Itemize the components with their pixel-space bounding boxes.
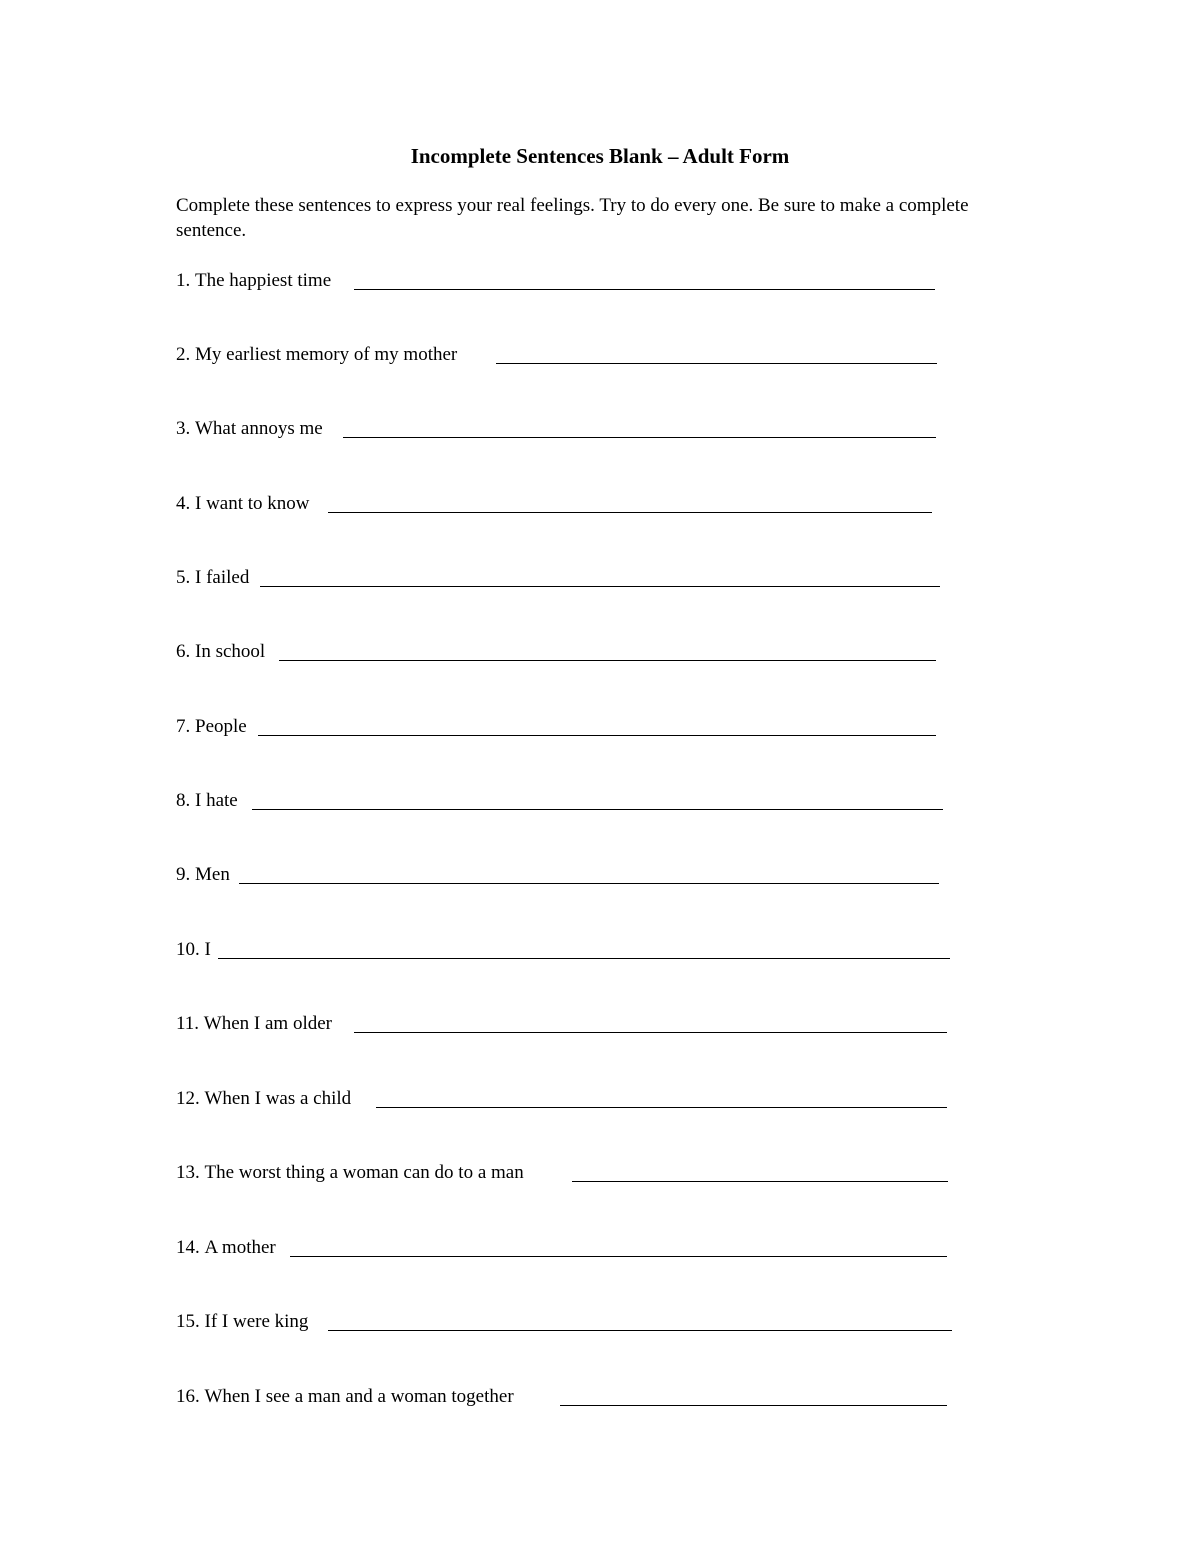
item-prompt: The worst thing a woman can do to a man	[204, 1162, 524, 1183]
answer-blank-7[interactable]	[258, 735, 936, 736]
answer-blank-5[interactable]	[260, 586, 940, 587]
answer-blank-10[interactable]	[218, 958, 950, 959]
sentence-item-8	[176, 788, 238, 814]
item-prompt: People	[195, 716, 247, 737]
sentence-item-4	[176, 491, 310, 517]
answer-blank-11[interactable]	[354, 1032, 947, 1033]
item-prompt: My earliest memory of my mother	[195, 344, 458, 365]
item-prompt: I hate	[195, 790, 238, 811]
sentence-item-9	[176, 862, 230, 888]
item-number: 8.	[176, 790, 191, 811]
sentence-item-5	[176, 565, 249, 591]
sentence-item-13	[176, 1160, 524, 1186]
item-prompt: I failed	[195, 567, 250, 588]
answer-blank-16[interactable]	[560, 1405, 947, 1406]
item-prompt: A mother	[204, 1237, 276, 1258]
item-number: 15.	[176, 1311, 200, 1332]
sentence-item-7	[176, 714, 247, 740]
item-number: 16.	[176, 1386, 200, 1407]
sentence-item-2	[176, 342, 457, 368]
item-prompt: When I am older	[203, 1013, 332, 1034]
answer-blank-14[interactable]	[290, 1256, 947, 1257]
answer-blank-6[interactable]	[279, 660, 936, 661]
item-number: 5.	[176, 567, 191, 588]
sentence-item-11	[176, 1011, 332, 1037]
item-number: 2.	[176, 344, 191, 365]
item-number: 9.	[176, 864, 191, 885]
answer-blank-3[interactable]	[343, 437, 936, 438]
sentence-item-16	[176, 1384, 514, 1410]
item-number: 12.	[176, 1088, 200, 1109]
item-number: 13.	[176, 1162, 200, 1183]
item-number: 11.	[176, 1013, 200, 1034]
item-number: 1.	[176, 270, 191, 291]
sentence-item-3	[176, 416, 323, 442]
sentence-item-1	[176, 268, 331, 294]
sentence-item-12	[176, 1086, 351, 1112]
sentence-item-6	[176, 639, 265, 665]
sentence-item-14	[176, 1235, 276, 1261]
item-prompt: What annoys me	[195, 418, 323, 439]
item-number: 14.	[176, 1237, 200, 1258]
answer-blank-8[interactable]	[252, 809, 943, 810]
item-prompt: When I see a man and a woman together	[204, 1386, 514, 1407]
sentence-item-15	[176, 1309, 308, 1335]
answer-blank-1[interactable]	[354, 289, 935, 290]
item-prompt: If I were king	[204, 1311, 309, 1332]
answer-blank-9[interactable]	[239, 883, 939, 884]
item-prompt: I want to know	[195, 493, 310, 514]
item-prompt: I	[204, 939, 211, 960]
answer-blank-2[interactable]	[496, 363, 937, 364]
item-number: 3.	[176, 418, 191, 439]
instructions-text: Complete these sentences to express your real feelings. Try to do every one. Be sure to make a complete sentence.	[176, 195, 969, 241]
answer-blank-15[interactable]	[328, 1330, 952, 1331]
sentence-item-10	[176, 937, 211, 963]
answer-blank-4[interactable]	[328, 512, 932, 513]
item-prompt: Men	[195, 864, 230, 885]
item-prompt: When I was a child	[204, 1088, 352, 1109]
item-number: 10.	[176, 939, 200, 960]
item-number: 7.	[176, 716, 191, 737]
item-prompt: The happiest time	[195, 270, 332, 291]
item-number: 6.	[176, 641, 191, 662]
document-title: Incomplete Sentences Blank – Adult Form	[410, 144, 790, 168]
answer-blank-12[interactable]	[376, 1107, 947, 1108]
item-number: 4.	[176, 493, 191, 514]
answer-blank-13[interactable]	[572, 1181, 948, 1182]
item-prompt: In school	[195, 641, 266, 662]
